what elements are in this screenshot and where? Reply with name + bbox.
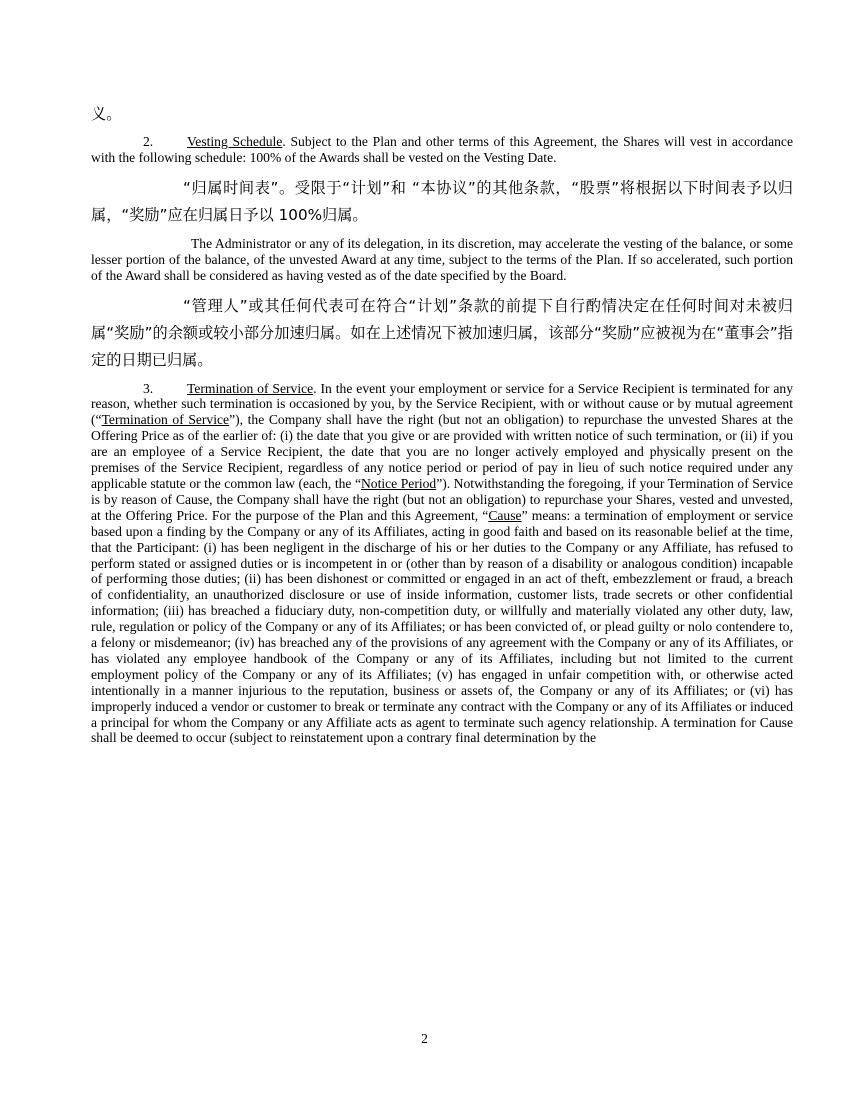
section-3-text-c: ”). Notwithstanding the foregoing, if your Termination of Service is by reason of Cause, the Company shall have the right (but not an obligation) to repurchase your Shares, vested and unvested, at the Offering Price. For the purpose of the Plan and this Agreement, “ xyxy=(91,475,793,523)
section-2-body-en: . Subject to the Plan and other terms of this Agreement, the Shares will vest in accordance with the following schedule: 100% of the Awards shall be vested on the Vesting Date. xyxy=(91,134,793,165)
section-2-heading: Vesting Schedule xyxy=(187,134,283,149)
section-2-number: 2. xyxy=(143,134,154,149)
defined-term-termination-of-service: Termination of Service xyxy=(101,412,230,428)
section-3-text-a: . In the event your employment or service for a Service Recipient is terminated for any reason, whether such termination is occasioned by you, by the Service Recipient, with or without cause or by mutual agreement (“ xyxy=(91,380,793,428)
section-3-text-d: ” means: a termination of employment or service based upon a finding by the Company or any of its Affiliates, acting in good faith and based on its reasonable belief at the time, that the Participant: (i) has been negligent in the discharge of his or her duties to the Company or any Affiliate, has refused to perform stated or assigned duties or is incompetent in or (other than by reason of a disability or analogous condition) incapable of performing those duties; (ii) has been dishonest or committed or engaged in an act of theft, embezzlement or fraud, a breach of confidentiality, an unauthorized disclosure or use of inside information, customer lists, trade secrets or other confidential information; (iii) has breached a fiduciary duty, non-competition duty, or willfully and materially violated any other duty, law, rule, regulation or policy of the Company or any of its Affiliates; or has been convicted of, or plead guilty or nolo contendere to, a felony or misdemeanor; (iv) has breached any of the provisions of any agreement with the Company or any of its Affiliates, or has violated any employee handbook of the Company or any of its Affiliates, including but not limited to the current employment policy of the Company or any of its Affiliates; (v) has engaged in unfair competition with, or otherwise acted intentionally in a manner injurious to the reputation, business or assets of, the Company or any of its Affiliates; or (vi) has improperly induced a vendor or customer to break or terminate any contract with the Company or any of its Affiliates or induced a principal for whom the Company or any Affiliate acts as agent to terminate such agency relationship. A termination for Cause shall be deemed to occur (subject to reinstatement upon a contrary final determination by the xyxy=(91,507,793,746)
section-3-paragraph-en xyxy=(91,381,793,747)
section-2-paragraph-en xyxy=(91,134,793,166)
section-3-number: 3. xyxy=(143,380,154,396)
section-3-text-b: ”), the Company shall have the right (but not an obligation) to repurchase the unvested Shares at the Offering Price as of the earlier of: (i) the date that you give or are provided with written notice of such termination, or (ii) if you are an employee of a Service Recipient, the date that you are no longer actively employed and physically present on the premises of the Service Recipient, regardless of any notice period or period of pay in lieu of such notice required under any applicable statute or the common law (each, the “ xyxy=(91,412,793,491)
carryover-fragment: 义。 xyxy=(91,105,122,123)
section-2-paragraph-zh: “归属时间表”。受限于“计划”和 “本协议”的其他条款，“股票”将根据以下时间表予以归属，“奖励”应在归属日予以 100%归属。 xyxy=(91,178,793,224)
acceleration-paragraph-zh: “管理人”或其任何代表可在符合“计划”条款的前提下自行酌情决定在任何时间对未被归属“奖励”的余额或较小部分加速归属。如在上述情况下被加速归属，该部分“奖励”应被视为在“董事会”指定的日期已归属。 xyxy=(91,296,793,369)
acceleration-paragraph-en: The Administrator or any of its delegation, in its discretion, may accelerate the vesting of the balance, or some lesser portion of the balance, of the unvested Award at any time, subject to the terms of the Plan. If so accelerated, such portion of the Award shall be considered as having vested as of the date specified by the Board. xyxy=(91,235,793,283)
defined-term-cause: Cause xyxy=(488,507,522,523)
defined-term-notice-period: Notice Period xyxy=(360,475,437,491)
page-content xyxy=(91,101,793,746)
page-number: 2 xyxy=(421,1031,428,1046)
section-3-heading: Termination of Service xyxy=(187,380,314,396)
